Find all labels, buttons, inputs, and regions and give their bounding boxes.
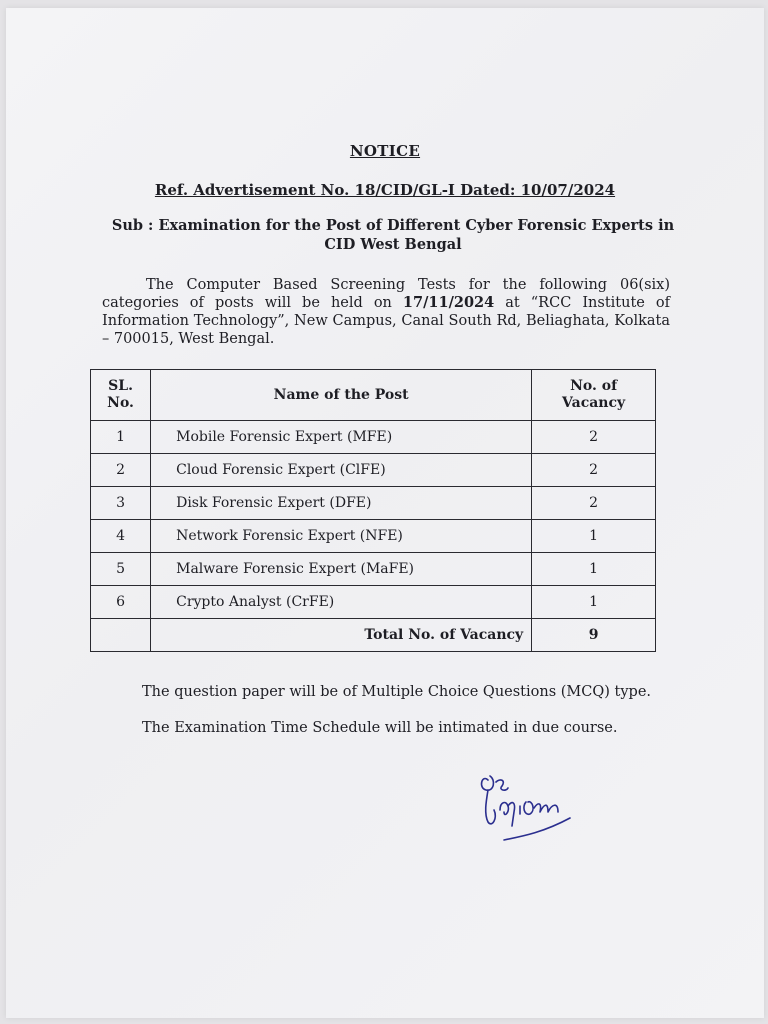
subject-line-1: Sub : Examination for the Post of Different Cyber Forensic Experts in (111, 217, 675, 234)
header-vacancy-label: No. of Vacancy (562, 378, 626, 411)
header-vacancy (532, 370, 656, 421)
row-sl: 6 (91, 586, 151, 619)
table-row (91, 454, 656, 487)
vacancy-table (90, 369, 656, 652)
table-row (91, 553, 656, 586)
body-text-end: at “RCC Institute of Information Technology”, New Campus, Canal South Rd, Beliaghata, Kolkata – 700015, West Bengal. (102, 295, 670, 347)
header-sl-no (91, 370, 151, 421)
total-vacancy-label: Total No. of Vacancy (151, 619, 532, 652)
total-row-empty-cell (91, 619, 151, 652)
row-sl: 5 (91, 553, 151, 586)
row-sl: 2 (91, 454, 151, 487)
row-vacancy: 1 (532, 553, 656, 586)
table-row (91, 586, 656, 619)
row-post-name: Disk Forensic Expert (DFE) (151, 487, 532, 520)
body-paragraph (102, 276, 670, 348)
row-post-name: Malware Forensic Expert (MaFE) (151, 553, 532, 586)
row-vacancy: 1 (532, 586, 656, 619)
schedule-note: The Examination Time Schedule will be intimated in due course. (142, 720, 618, 736)
notice-page (6, 8, 764, 1018)
row-sl: 4 (91, 520, 151, 553)
total-vacancy-value: 9 (532, 619, 656, 652)
header-post-name: Name of the Post (151, 370, 532, 421)
exam-date: 17/11/2024 (402, 294, 495, 311)
row-vacancy: 2 (532, 421, 656, 454)
row-post-name: Crypto Analyst (CrFE) (151, 586, 532, 619)
row-vacancy: 1 (532, 520, 656, 553)
notice-title: NOTICE (349, 142, 421, 160)
table-row (91, 520, 656, 553)
table-row (91, 421, 656, 454)
row-post-name: Cloud Forensic Expert (ClFE) (151, 454, 532, 487)
row-post-name: Network Forensic Expert (NFE) (151, 520, 532, 553)
subject-line-2: CID West Bengal (324, 236, 462, 253)
row-post-name: Mobile Forensic Expert (MFE) (151, 421, 532, 454)
reference-line: Ref. Advertisement No. 18/CID/GL-I Dated: 10/07/2024 (154, 181, 616, 199)
row-vacancy: 2 (532, 487, 656, 520)
row-sl: 3 (91, 487, 151, 520)
signature-icon (474, 766, 584, 846)
table-row (91, 487, 656, 520)
subject-line (110, 216, 676, 254)
header-sl-label: SL. No. (107, 378, 134, 411)
table-total-row (91, 619, 656, 652)
body-text-start: The Computer Based Screening Tests for the following 06(six) categories of posts will be held on (102, 277, 670, 311)
table-header-row (91, 370, 656, 421)
mcq-note: The question paper will be of Multiple Choice Questions (MCQ) type. (142, 684, 652, 700)
row-sl: 1 (91, 421, 151, 454)
row-vacancy: 2 (532, 454, 656, 487)
